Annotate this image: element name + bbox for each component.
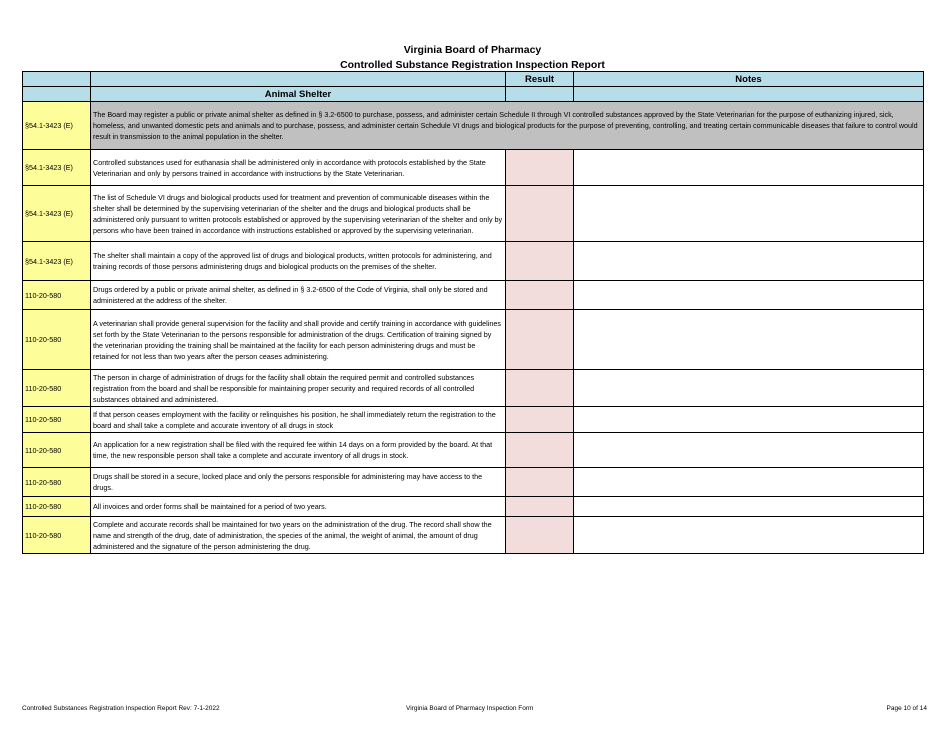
requirement-text-cell: If that person ceases employment with the facility or relinquishes his position, he shall immediately return the registration to the board and shall take a complete and accurate inventory of all drugs in stock xyxy=(91,407,506,433)
column-header-row xyxy=(23,72,924,87)
citation-cell: §54.1-3423 (E) xyxy=(23,242,91,281)
requirement-row xyxy=(23,310,924,370)
requirement-column-header xyxy=(91,72,506,87)
notes-cell[interactable] xyxy=(574,407,924,433)
section-notes-spacer xyxy=(574,87,924,102)
intro-citation: §54.1-3423 (E) xyxy=(23,102,91,150)
requirement-text-cell: The shelter shall maintain a copy of the approved list of drugs and biological products, written protocols for administering, and training records of those persons administering drugs and biological products on the premises of the shelter. xyxy=(91,242,506,281)
requirement-row xyxy=(23,517,924,554)
requirement-text-cell: An application for a new registration shall be filed with the required fee within 14 days on a form provided by the board. At that time, the new responsible person shall take a complete and accurate inventory of all drugs in stock. xyxy=(91,433,506,468)
requirement-text-cell: All invoices and order forms shall be maintained for a period of two years. xyxy=(91,497,506,517)
requirement-text-cell: The person in charge of administration of drugs for the facility shall obtain the required permit and controlled substances registration from the board and shall be responsible for maintaining proper security and required records of all controlled substances obtained and administered. xyxy=(91,370,506,407)
notes-cell[interactable] xyxy=(574,433,924,468)
requirement-text-cell: Drugs ordered by a public or private animal shelter, as defined in § 3.2-6500 of the Code of Virginia, shall only be stored and administered at the address of the shelter. xyxy=(91,281,506,310)
notes-cell[interactable] xyxy=(574,150,924,186)
citation-cell: 110-20-580 xyxy=(23,468,91,497)
footer-revision: Controlled Substances Registration Inspection Report Rev: 7-1-2022 xyxy=(22,705,220,712)
result-cell[interactable] xyxy=(506,281,574,310)
report-title: Virginia Board of Pharmacy xyxy=(403,44,542,56)
citation-cell: 110-20-580 xyxy=(23,433,91,468)
requirement-row xyxy=(23,497,924,517)
requirement-row xyxy=(23,407,924,433)
footer-page-number: Page 10 of 14 xyxy=(886,705,927,712)
requirement-text-cell: Complete and accurate records shall be maintained for two years on the administration of the drug. The record shall show the name and strength of the drug, date of administration, the species of the animal, the weight of animal, the amount of drug administered and the signature of the person administering the drug. xyxy=(91,517,506,554)
citation-cell: 110-20-580 xyxy=(23,407,91,433)
section-header-row xyxy=(23,87,924,102)
citation-cell: 110-20-580 xyxy=(23,310,91,370)
notes-cell[interactable] xyxy=(574,497,924,517)
notes-cell[interactable] xyxy=(574,186,924,242)
requirement-row xyxy=(23,370,924,407)
requirement-text-cell: Controlled substances used for euthanasia shall be administered only in accordance with protocols established by the State Veterinarian and only by persons trained in accordance with instructions by the State Veterinarian. xyxy=(91,150,506,186)
citation-column-header xyxy=(23,72,91,87)
notes-column-header: Notes xyxy=(574,72,924,87)
result-column-header: Result xyxy=(506,72,574,87)
section-header-spacer xyxy=(23,87,91,102)
result-cell[interactable] xyxy=(506,407,574,433)
notes-cell[interactable] xyxy=(574,281,924,310)
notes-cell[interactable] xyxy=(574,242,924,281)
requirement-row xyxy=(23,186,924,242)
footer-form-name: Virginia Board of Pharmacy Inspection Form xyxy=(406,705,534,712)
notes-cell[interactable] xyxy=(574,468,924,497)
result-cell[interactable] xyxy=(506,433,574,468)
requirement-text-cell: Drugs shall be stored in a secure, locked place and only the persons responsible for administering may have access to the drugs. xyxy=(91,468,506,497)
citation-cell: 110-20-580 xyxy=(23,281,91,310)
requirement-row xyxy=(23,281,924,310)
citation-cell: §54.1-3423 (E) xyxy=(23,150,91,186)
requirement-row xyxy=(23,242,924,281)
report-subtitle: Controlled Substance Registration Inspection Report xyxy=(340,59,605,71)
result-cell[interactable] xyxy=(506,517,574,554)
result-cell[interactable] xyxy=(506,186,574,242)
inspection-table xyxy=(22,71,924,554)
citation-cell: 110-20-580 xyxy=(23,370,91,407)
requirement-text-cell: A veterinarian shall provide general supervision for the facility and shall provide and certify training in accordance with guidelines set forth by the State Veterinarian to the persons responsible for administration of the drugs. Certification of training signed by the veterinarian providing the training shall be maintained at the facility for each person administering drugs and must be retained for not less than two years after the person ceases administering. xyxy=(91,310,506,370)
result-cell[interactable] xyxy=(506,370,574,407)
inspection-table-body xyxy=(23,72,924,554)
requirement-row xyxy=(23,150,924,186)
requirement-row xyxy=(23,433,924,468)
section-result-spacer xyxy=(506,87,574,102)
result-cell[interactable] xyxy=(506,497,574,517)
citation-cell: 110-20-580 xyxy=(23,517,91,554)
result-cell[interactable] xyxy=(506,468,574,497)
section-intro-row xyxy=(23,102,924,150)
section-title: Animal Shelter xyxy=(91,87,506,102)
notes-cell[interactable] xyxy=(574,370,924,407)
notes-cell[interactable] xyxy=(574,517,924,554)
notes-cell[interactable] xyxy=(574,310,924,370)
citation-cell: 110-20-580 xyxy=(23,497,91,517)
intro-text: The Board may register a public or private animal shelter as defined in § 3.2-6500 to purchase, possess, and administer certain Schedule II through VI controlled substances approved by the State Veterinarian for the purpose of euthanizing injured, sick, homeless, and unwanted domestic pets and animals and to purchase, possess, and administer certain Schedule VI drugs and biological products for the purpose of preventing, controlling, and treating certain communicable diseases that failure to control would result in transmission to the animal population in the shelter. xyxy=(91,102,924,150)
result-cell[interactable] xyxy=(506,150,574,186)
citation-cell: §54.1-3423 (E) xyxy=(23,186,91,242)
requirement-text-cell: The list of Schedule VI drugs and biological products used for treatment and prevention of communicable diseases within the shelter shall be determined by the supervising veterinarian of the shelter and the drugs and biological products shall be administered only pursuant to written protocols established or approved by the supervising veterinarian of the shelter and only by persons who have been trained in accordance with instructions established or approved by the supervising veterinarian. xyxy=(91,186,506,242)
report-header xyxy=(22,43,923,73)
requirement-row xyxy=(23,468,924,497)
result-cell[interactable] xyxy=(506,310,574,370)
result-cell[interactable] xyxy=(506,242,574,281)
